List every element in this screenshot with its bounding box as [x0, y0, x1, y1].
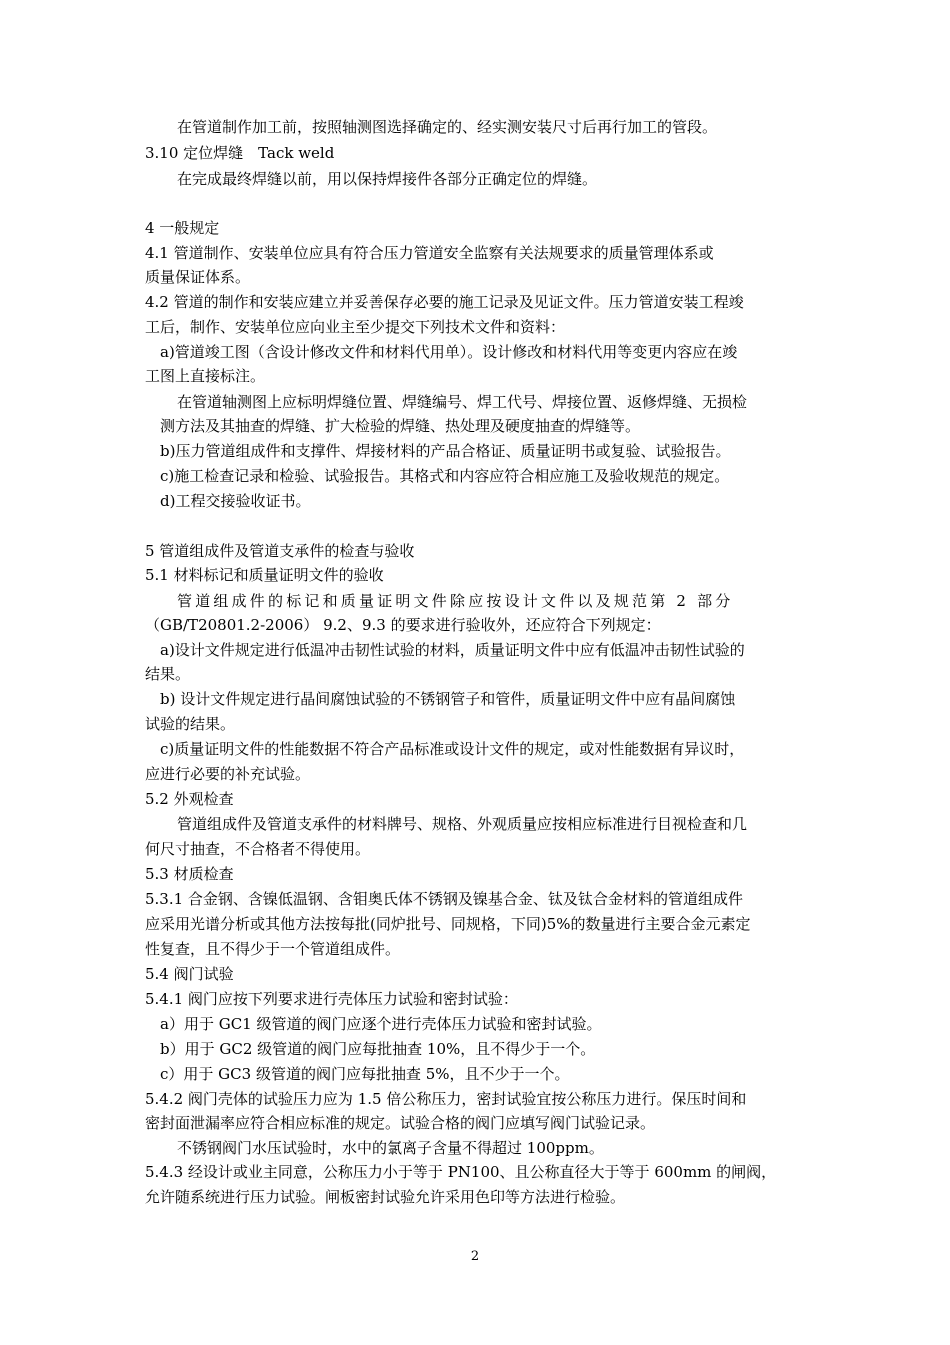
paragraph-line: 5.4.3 经设计或业主同意，公称压力小于等于 PN100、且公称直径大于等于 600mm 的闸阀， — [145, 1163, 777, 1181]
list-item: b)压力管道组成件和支撑件、焊接材料的产品合格证、质量证明书或复验、试验报告。 — [160, 442, 731, 460]
paragraph-line: 允许随系统进行压力试验。闸板密封试验允许采用色印等方法进行检验。 — [145, 1188, 626, 1206]
paragraph-line: （GB/T20801.2-2006） 9.2、9.3 的要求进行验收外，还应符合下列规定： — [145, 616, 661, 634]
paragraph-line: 不锈钢阀门水压试验时，水中的氯离子含量不得超过 100ppm。 — [177, 1139, 604, 1157]
paragraph-line: 工后，制作、安装单位应向业主至少提交下列技术文件和资料： — [145, 318, 566, 336]
paragraph-line: 5.4.2 阀门壳体的试验压力应为 1.5 倍公称压力，密封试验宜按公称压力进行。保压时间和 — [145, 1090, 747, 1108]
paragraph-line: 何尺寸抽查，不合格者不得使用。 — [145, 840, 371, 858]
page-number: 2 — [470, 1249, 480, 1264]
paragraph-line: 密封面泄漏率应符合相应标准的规定。试验合格的阀门应填写阀门试验记录。 — [145, 1114, 656, 1132]
section-heading: 5.1 材料标记和质量证明文件的验收 — [145, 566, 384, 584]
section-heading: 4 一般规定 — [145, 219, 220, 237]
list-item: a)设计文件规定进行低温冲击韧性试验的材料，质量证明文件中应有低温冲击韧性试验的 — [160, 641, 745, 659]
paragraph-line: 4.2 管道的制作和安装应建立并妥善保存必要的施工记录及见证文件。压力管道安装工程竣 — [145, 293, 744, 311]
paragraph-line: 管道组成件及管道支承件的材料牌号、规格、外观质量应按相应标准进行目视检查和几 — [177, 815, 748, 833]
section-heading: 5.4 阀门试验 — [145, 965, 234, 983]
list-item: c)施工检查记录和检验、试验报告。其格式和内容应符合相应施工及验收规范的规定。 — [160, 467, 730, 485]
paragraph-line: 在管道轴测图上应标明焊缝位置、焊缝编号、焊工代号、焊接位置、返修焊缝、无损检 — [177, 393, 748, 411]
paragraph-line: 结果。 — [145, 665, 191, 683]
paragraph-line: 5.3.1 合金钢、含镍低温钢、含钼奥氏体不锈钢及镍基合金、钛及钛合金材料的管道组成件 — [145, 890, 743, 908]
paragraph-line: 管道组成件的标记和质量证明文件除应按设计文件以及规范第 2 部分 — [177, 592, 734, 610]
list-item: d)工程交接验收证书。 — [160, 492, 311, 510]
section-heading: 5 管道组成件及管道支承件的检查与验收 — [145, 542, 415, 560]
paragraph-line: 性复查，且不得少于一个管道组成件。 — [145, 940, 401, 958]
paragraph-line: 工图上直接标注。 — [145, 367, 266, 385]
paragraph-line: 质量保证体系。 — [145, 268, 251, 286]
paragraph-line: 应采用光谱分析或其他方法按每批(同炉批号、同规格，下同)5%的数量进行主要合金元素定 — [145, 915, 751, 933]
section-heading: 5.2 外观检查 — [145, 790, 234, 808]
paragraph-line: 4.1 管道制作、安装单位应具有符合压力管道安全监察有关法规要求的质量管理体系或 — [145, 244, 714, 262]
list-item: b）用于 GC2 级管道的阀门应每批抽查 10%，且不得少于一个。 — [160, 1040, 596, 1058]
list-item: b) 设计文件规定进行晶间腐蚀试验的不锈钢管子和管件，质量证明文件中应有晶间腐蚀 — [160, 690, 736, 708]
section-heading: 5.3 材质检查 — [145, 865, 234, 883]
paragraph-line: 在管道制作加工前，按照轴测图选择确定的、经实测安装尺寸后再行加工的管段。 — [177, 118, 718, 136]
paragraph-line: 在完成最终焊缝以前，用以保持焊接件各部分正确定位的焊缝。 — [177, 170, 598, 188]
paragraph-line: 试验的结果。 — [145, 715, 236, 733]
paragraph-line: 测方法及其抽查的焊缝、扩大检验的焊缝、热处理及硬度抽查的焊缝等。 — [160, 417, 641, 435]
section-heading: 3.10 定位焊缝 Tack weld — [145, 144, 335, 162]
list-item: a）用于 GC1 级管道的阀门应逐个进行壳体压力试验和密封试验。 — [160, 1015, 602, 1033]
list-item: c)质量证明文件的性能数据不符合产品标准或设计文件的规定，或对性能数据有异议时， — [160, 740, 745, 758]
paragraph-line: 应进行必要的补充试验。 — [145, 765, 311, 783]
list-item: c）用于 GC3 级管道的阀门应每批抽查 5%，且不少于一个。 — [160, 1065, 570, 1083]
list-item: a)管道竣工图（含设计修改文件和材料代用单）。设计修改和材料代用等变更内容应在竣 — [160, 343, 738, 361]
paragraph-line: 5.4.1 阀门应按下列要求进行壳体压力试验和密封试验： — [145, 990, 518, 1008]
